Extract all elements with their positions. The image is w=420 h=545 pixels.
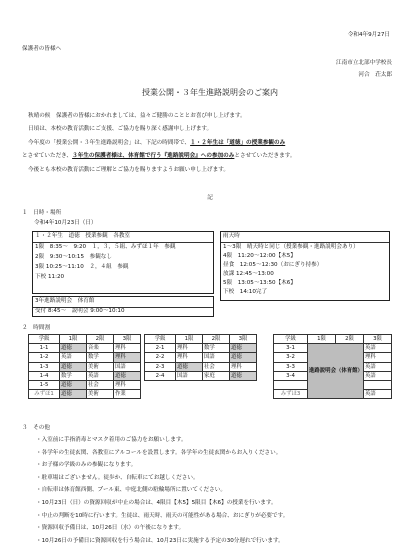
timetable-cell: 理科 <box>230 362 257 371</box>
timetable-cell: 家庭 <box>203 371 230 380</box>
timetable-header-cell: 2限 <box>203 335 230 344</box>
timetable-cell <box>364 380 392 389</box>
timetable-cell: 数学 <box>203 344 230 353</box>
timetable-cell: 作業 <box>114 390 141 399</box>
section2-heading: ２ 時間割 <box>22 325 50 331</box>
timetable-cell: 国語 <box>203 353 230 362</box>
period-1: 1限 8:35～ 9:20 １，３，５組、みずほ１年 参観 <box>35 244 176 250</box>
timetable-cell: 道徳 <box>230 344 257 353</box>
timetable-cell: 音楽 <box>87 344 114 353</box>
timetable-row <box>145 371 257 380</box>
note-item: ・資源回収予備日は、10月26日（水）の午後になります。 <box>36 525 185 532</box>
rain-row-6: 下校 14:10完了 <box>223 289 268 295</box>
timetable-cell: 理科 <box>114 380 141 389</box>
timetable-header-cell: 1限 <box>176 335 203 344</box>
timetable-cell: みずほ1 <box>29 390 60 399</box>
note-item: ・10月26日の予備日に資源回収を行う場合は、10月23日に実施する予定の30分遅れで行います。 <box>36 537 284 544</box>
timetable-cell: 1-5 <box>29 380 60 389</box>
page-title: 授業公開・３年生進路説明会のご案内 <box>142 88 278 97</box>
timetable-header-cell: 学級 <box>29 335 60 344</box>
grade12-title: １・２年生 道徳 授業参観 各教室 <box>35 233 131 239</box>
grade3-box <box>32 296 214 317</box>
event-date: 令和4年10月23日（日） <box>34 220 97 226</box>
timetable-cell: 3-2 <box>274 353 308 362</box>
timetable-cell: 国語 <box>114 362 141 371</box>
timetable-header-cell: 学級 <box>274 335 308 344</box>
principal-name: 河合 荘太郎 <box>358 72 392 78</box>
rain-row-5: 5限 13:05～13:50【木6】 <box>223 280 296 286</box>
rain-row-3: 昼食 12:05～12:30（おにぎり持参） <box>223 262 323 268</box>
timetable-cell: 国語 <box>176 371 203 380</box>
timetable-header-cell: 2限 <box>336 335 364 344</box>
timetable-grade3 <box>273 334 392 399</box>
timetable-cell: 理科 <box>364 353 392 362</box>
timetable-cell: 英語 <box>87 371 114 380</box>
timetable-cell: 3-1 <box>274 344 308 353</box>
timetable-cell: 数学 <box>60 371 87 380</box>
timetable-row <box>29 371 141 380</box>
note-item: ・自転車は体育館西側、プール東、中庭北側の駐輪場所に置いてください。 <box>36 487 226 494</box>
letter-date: 令和4年9月27日 <box>347 32 390 38</box>
timetable-header-cell: 3限 <box>230 335 257 344</box>
timetable-cell: みずほ3 <box>274 390 308 399</box>
timetable-row <box>29 353 141 362</box>
timetable-header-cell: 1限 <box>60 335 87 344</box>
timetable-header-cell: 学級 <box>145 335 176 344</box>
timetable-cell: 美術 <box>87 390 114 399</box>
intro-p4: 今後とも本校の教育活動にご理解とご協力を賜りますようお願い申し上げます。 <box>28 167 229 173</box>
timetable-row <box>145 344 257 353</box>
timetable-cell: 数学 <box>87 353 114 362</box>
timetable-cell: 英語 <box>60 353 87 362</box>
timetable-cell: 理科 <box>114 344 141 353</box>
timetable-cell: 美術 <box>87 362 114 371</box>
timetable-row <box>29 390 141 399</box>
timetable-cell: 道徳 <box>60 344 87 353</box>
timetable-cell: 2-3 <box>145 362 176 371</box>
note-item: ・入室前に手指消毒とマスク着用のご協力をお願いします。 <box>36 437 187 443</box>
intro-p2: 日頃は、本校の教育活動にご支援、ご協力を賜り深く感謝申し上げます。 <box>28 126 213 132</box>
timetable-row <box>145 353 257 362</box>
timetable-cell: 社会 <box>87 380 114 389</box>
timetable-cell: 1-3 <box>29 362 60 371</box>
dismissal: 下校 11:20 <box>35 274 65 280</box>
school-name: 江南市立北部中学校長 <box>336 60 392 66</box>
ki-label: 記 <box>207 195 213 201</box>
timetable-cell: 1-2 <box>29 353 60 362</box>
grade3-schedule: 受付 8:45～ 説明会 9:00～10:10 <box>35 308 125 314</box>
timetable-row <box>274 344 392 353</box>
grade3-title: 3年進路説明会 体育館 <box>35 298 95 304</box>
timetable-cell: 道徳 <box>230 353 257 362</box>
timetable-cell: 道徳 <box>230 371 257 380</box>
section3-heading: ３ その他 <box>22 425 50 431</box>
intro-p1: 秋晴の候 保護者の皆様におかれましては、益々ご健勝のこととお喜び申し上げます。 <box>28 113 246 119</box>
timetable-row <box>145 362 257 371</box>
timetable-cell: 道徳 <box>60 380 87 389</box>
timetable-row <box>29 380 141 389</box>
timetable-cell: 理科 <box>176 353 203 362</box>
timetable-cell: 英語 <box>364 362 392 371</box>
timetable-cell: 3-3 <box>274 362 308 371</box>
timetable-cell: 英語 <box>364 344 392 353</box>
timetable-cell: 1-4 <box>29 371 60 380</box>
note-item: ・駐車場はございません。徒歩か、自転車にてお越しください。 <box>36 474 199 481</box>
rain-row-1: 1～3限 晴天時と同じ（授業参観・進路説明会あり） <box>223 244 359 250</box>
timetable-cell: 2-4 <box>145 371 176 380</box>
period-2: 2限 9:30～10:15 参観なし <box>35 254 112 260</box>
timetable-cell: 3-4 <box>274 371 308 380</box>
timetable-cell: 英語 <box>364 390 392 399</box>
timetable-cell: 1-1 <box>29 344 60 353</box>
timetable-row <box>29 362 141 371</box>
intro-p3-line2: とさせていただき、３年生の保護者様は、体育館で行う『進路説明会』への参加のみとさせていただきます。 <box>22 153 296 159</box>
recipient: 保護者の皆様へ <box>22 46 62 52</box>
timetable-header-cell: 2限 <box>87 335 114 344</box>
timetable-cell: 理科 <box>114 353 141 362</box>
timetable-header-cell: 3限 <box>114 335 141 344</box>
rain-row-4: 放課 12:45～13:00 <box>223 271 274 277</box>
grade12-box <box>32 231 214 294</box>
note-item: ・中止の判断を10時に行います。生徒は、雨天時、雨天の可能性がある場合、おにぎりが必要です。 <box>36 512 289 519</box>
intro-p3-line1: 今年度の「授業公開・３年生進路説明会」は、下記の時間帯で、１・２年生は「道徳」の授業参観のみ <box>28 140 286 146</box>
timetable-cell: 道徳 <box>60 390 87 399</box>
timetable-row <box>29 344 141 353</box>
timetable-header-cell: 3限 <box>364 335 392 344</box>
timetable-cell: 理科 <box>176 344 203 353</box>
note-item: ・10月23日（日）の資源回収が中止の場合は、4限目【木5】5限目【木6】の授業を行います。 <box>36 500 277 506</box>
note-item: ・各学年の生徒玄関、各教室にアルコールを設置します。各学年の生徒玄関からお入りください。 <box>36 449 282 456</box>
career-meeting-cell: 進路説明会（体育館） <box>308 344 364 399</box>
rain-row-2: 4限 11:20～12:00【木5】 <box>223 253 296 259</box>
timetable-cell: 2-2 <box>145 353 176 362</box>
timetable-header-cell: 1限 <box>308 335 336 344</box>
section1-heading: １ 日時・場所 <box>22 210 62 216</box>
timetable-cell: 道徳 <box>114 371 141 380</box>
rain-box <box>220 231 390 301</box>
timetable-cell <box>274 380 308 389</box>
note-item: ・お子様の学級のみの参観になります。 <box>36 462 137 469</box>
timetable-cell: 英語 <box>364 371 392 380</box>
timetable-cell: 2-1 <box>145 344 176 353</box>
timetable-cell: 道徳 <box>176 362 203 371</box>
period-3: 3限 10:25～11:10 ２，４組 参観 <box>35 264 129 270</box>
timetable-cell: 社会 <box>203 362 230 371</box>
timetable-grade2 <box>144 334 257 381</box>
rain-title: 雨天時 <box>223 233 240 239</box>
timetable-grade1 <box>28 334 141 399</box>
timetable-cell: 道徳 <box>60 362 87 371</box>
